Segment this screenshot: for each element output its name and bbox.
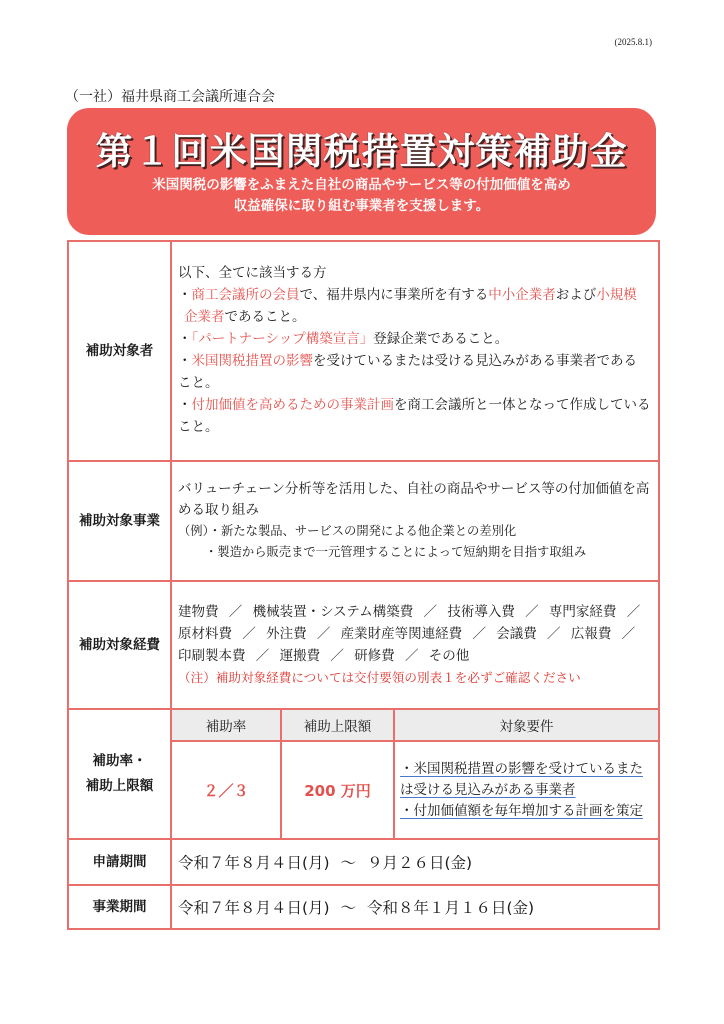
text-segment: および bbox=[555, 287, 597, 303]
text-segment: ・ bbox=[178, 287, 192, 303]
highlighted-text: 小規模 bbox=[596, 287, 637, 303]
eligible-expenses-content bbox=[172, 582, 658, 708]
application-period-label bbox=[69, 840, 170, 884]
row-label-line: 補助上限額 bbox=[85, 778, 154, 794]
applicant-condition-line bbox=[178, 416, 654, 438]
applicant-condition-line bbox=[178, 328, 654, 350]
highlighted-text: 付加価値を高めるための事業計画 bbox=[191, 397, 394, 413]
text-segment: を受けているまたは受ける見込みがある事業者である bbox=[313, 353, 637, 369]
subsidy-overview-table bbox=[67, 240, 660, 930]
project-period-value bbox=[172, 886, 658, 928]
expense-list-line: 印刷製本費 ／ 運搬費 ／ 研修費 ／ その他 bbox=[178, 648, 470, 664]
organization-name: （一社）福井県商工会議所連合会 bbox=[65, 89, 275, 105]
application-period-value bbox=[172, 840, 658, 884]
applicant-condition-line bbox=[178, 372, 654, 394]
text-segment: で、福井県内に事業所を有する bbox=[299, 287, 489, 303]
text-segment: こと。 bbox=[178, 375, 219, 391]
requirement-line: は受ける見込みがある事業者 bbox=[400, 781, 576, 798]
text-segment: ・ bbox=[178, 353, 192, 369]
subsidy-rate-value: ２／３ bbox=[172, 742, 280, 838]
requirements-cell bbox=[395, 742, 658, 838]
highlighted-text: 「パートナーシップ構築宣言」 bbox=[191, 331, 374, 347]
cap-column-header: 補助上限額 bbox=[282, 710, 393, 740]
text-segment: ・ bbox=[178, 397, 192, 413]
expense-list-line: 建物費 ／ 機械装置・システム構築費 ／ 技術導入費 ／ 専門家経費 ／ bbox=[178, 604, 641, 620]
title-banner bbox=[67, 108, 656, 235]
period-text: 令和７年８月４日(月) ～ 令和８年１月１６日(金) bbox=[178, 899, 535, 917]
applicant-condition-line bbox=[178, 394, 654, 416]
row-label: 補助対象者 bbox=[85, 342, 154, 359]
applicant-condition-line bbox=[178, 284, 654, 306]
expense-note: （注）補助対象経費については交付要領の別表１を必ずご確認ください bbox=[178, 670, 581, 685]
project-example-line: ・製造から販売まで一元管理することによって短納期を目指す取組み bbox=[205, 544, 587, 559]
banner-subtitle bbox=[67, 175, 656, 217]
requirement-line: ・米国関税措置の影響を受けているまた bbox=[400, 760, 643, 777]
text-segment: こと。 bbox=[178, 419, 219, 435]
project-example-line bbox=[178, 521, 654, 542]
eligible-projects-content bbox=[172, 462, 658, 580]
requirement-line: ・付加価値額を毎年増加する計画を策定 bbox=[400, 802, 643, 819]
highlighted-text: 中小企業者 bbox=[488, 287, 556, 303]
highlighted-text: 商工会議所の会員 bbox=[191, 287, 300, 303]
project-description-line: める取り組み bbox=[178, 502, 259, 518]
eligible-expenses-label bbox=[69, 582, 170, 708]
eligible-applicants-label bbox=[69, 242, 170, 460]
row-label: 事業期間 bbox=[92, 898, 147, 915]
applicant-condition-line bbox=[178, 306, 654, 328]
rate-column-header: 補助率 bbox=[172, 710, 280, 740]
row-label: 補助対象事業 bbox=[79, 512, 160, 529]
expense-list-line: 原材料費 ／ 外注費 ／ 産業財産等関連経費 ／ 会議費 ／ 広報費 ／ bbox=[178, 626, 636, 642]
text-segment: 登録企業であること。 bbox=[373, 331, 509, 347]
subsidy-cap-value: 200 万円 bbox=[282, 742, 393, 838]
project-description-line: バリューチェーン分析等を活用した、自社の商品やサービス等の付加価値を高 bbox=[178, 481, 650, 497]
applicants-intro: 以下、全てに該当する方 bbox=[178, 265, 327, 281]
subtitle-line: 収益確保に取り組む事業者を支援します。 bbox=[233, 198, 490, 214]
row-label: 補助対象経費 bbox=[79, 636, 160, 653]
eligible-projects-label bbox=[69, 462, 170, 580]
subtitle-line: 米国関税の影響をふまえた自社の商品やサービス等の付加価値を高め bbox=[152, 177, 571, 193]
row-label-line: 補助率・ bbox=[92, 753, 147, 769]
project-period-label bbox=[69, 886, 170, 928]
example-prefix: （例） bbox=[178, 524, 209, 538]
text-segment: であること。 bbox=[224, 309, 306, 325]
example-text: ・新たな製品、サービスの開発による他企業との差別化 bbox=[208, 524, 517, 538]
applicant-condition-line bbox=[178, 350, 654, 372]
highlighted-text: 米国関税措置の影響 bbox=[191, 353, 313, 369]
text-segment: を商工会議所と一体となって作成している bbox=[394, 397, 651, 413]
subsidy-rate-subtable bbox=[172, 710, 658, 838]
row-label: 申請期間 bbox=[92, 853, 147, 870]
page-title: 第１回米国関税措置対策補助金 bbox=[95, 130, 628, 173]
requirements-column-header: 対象要件 bbox=[395, 710, 658, 740]
issue-date: (2025.8.1) bbox=[614, 37, 652, 47]
highlighted-text: 企業者 bbox=[184, 309, 225, 325]
subsidy-rate-label bbox=[69, 710, 170, 838]
period-text: 令和７年８月４日(月) ～ ９月２６日(金) bbox=[178, 854, 473, 872]
eligible-applicants-content bbox=[172, 242, 658, 460]
text-segment: ・ bbox=[178, 331, 192, 347]
